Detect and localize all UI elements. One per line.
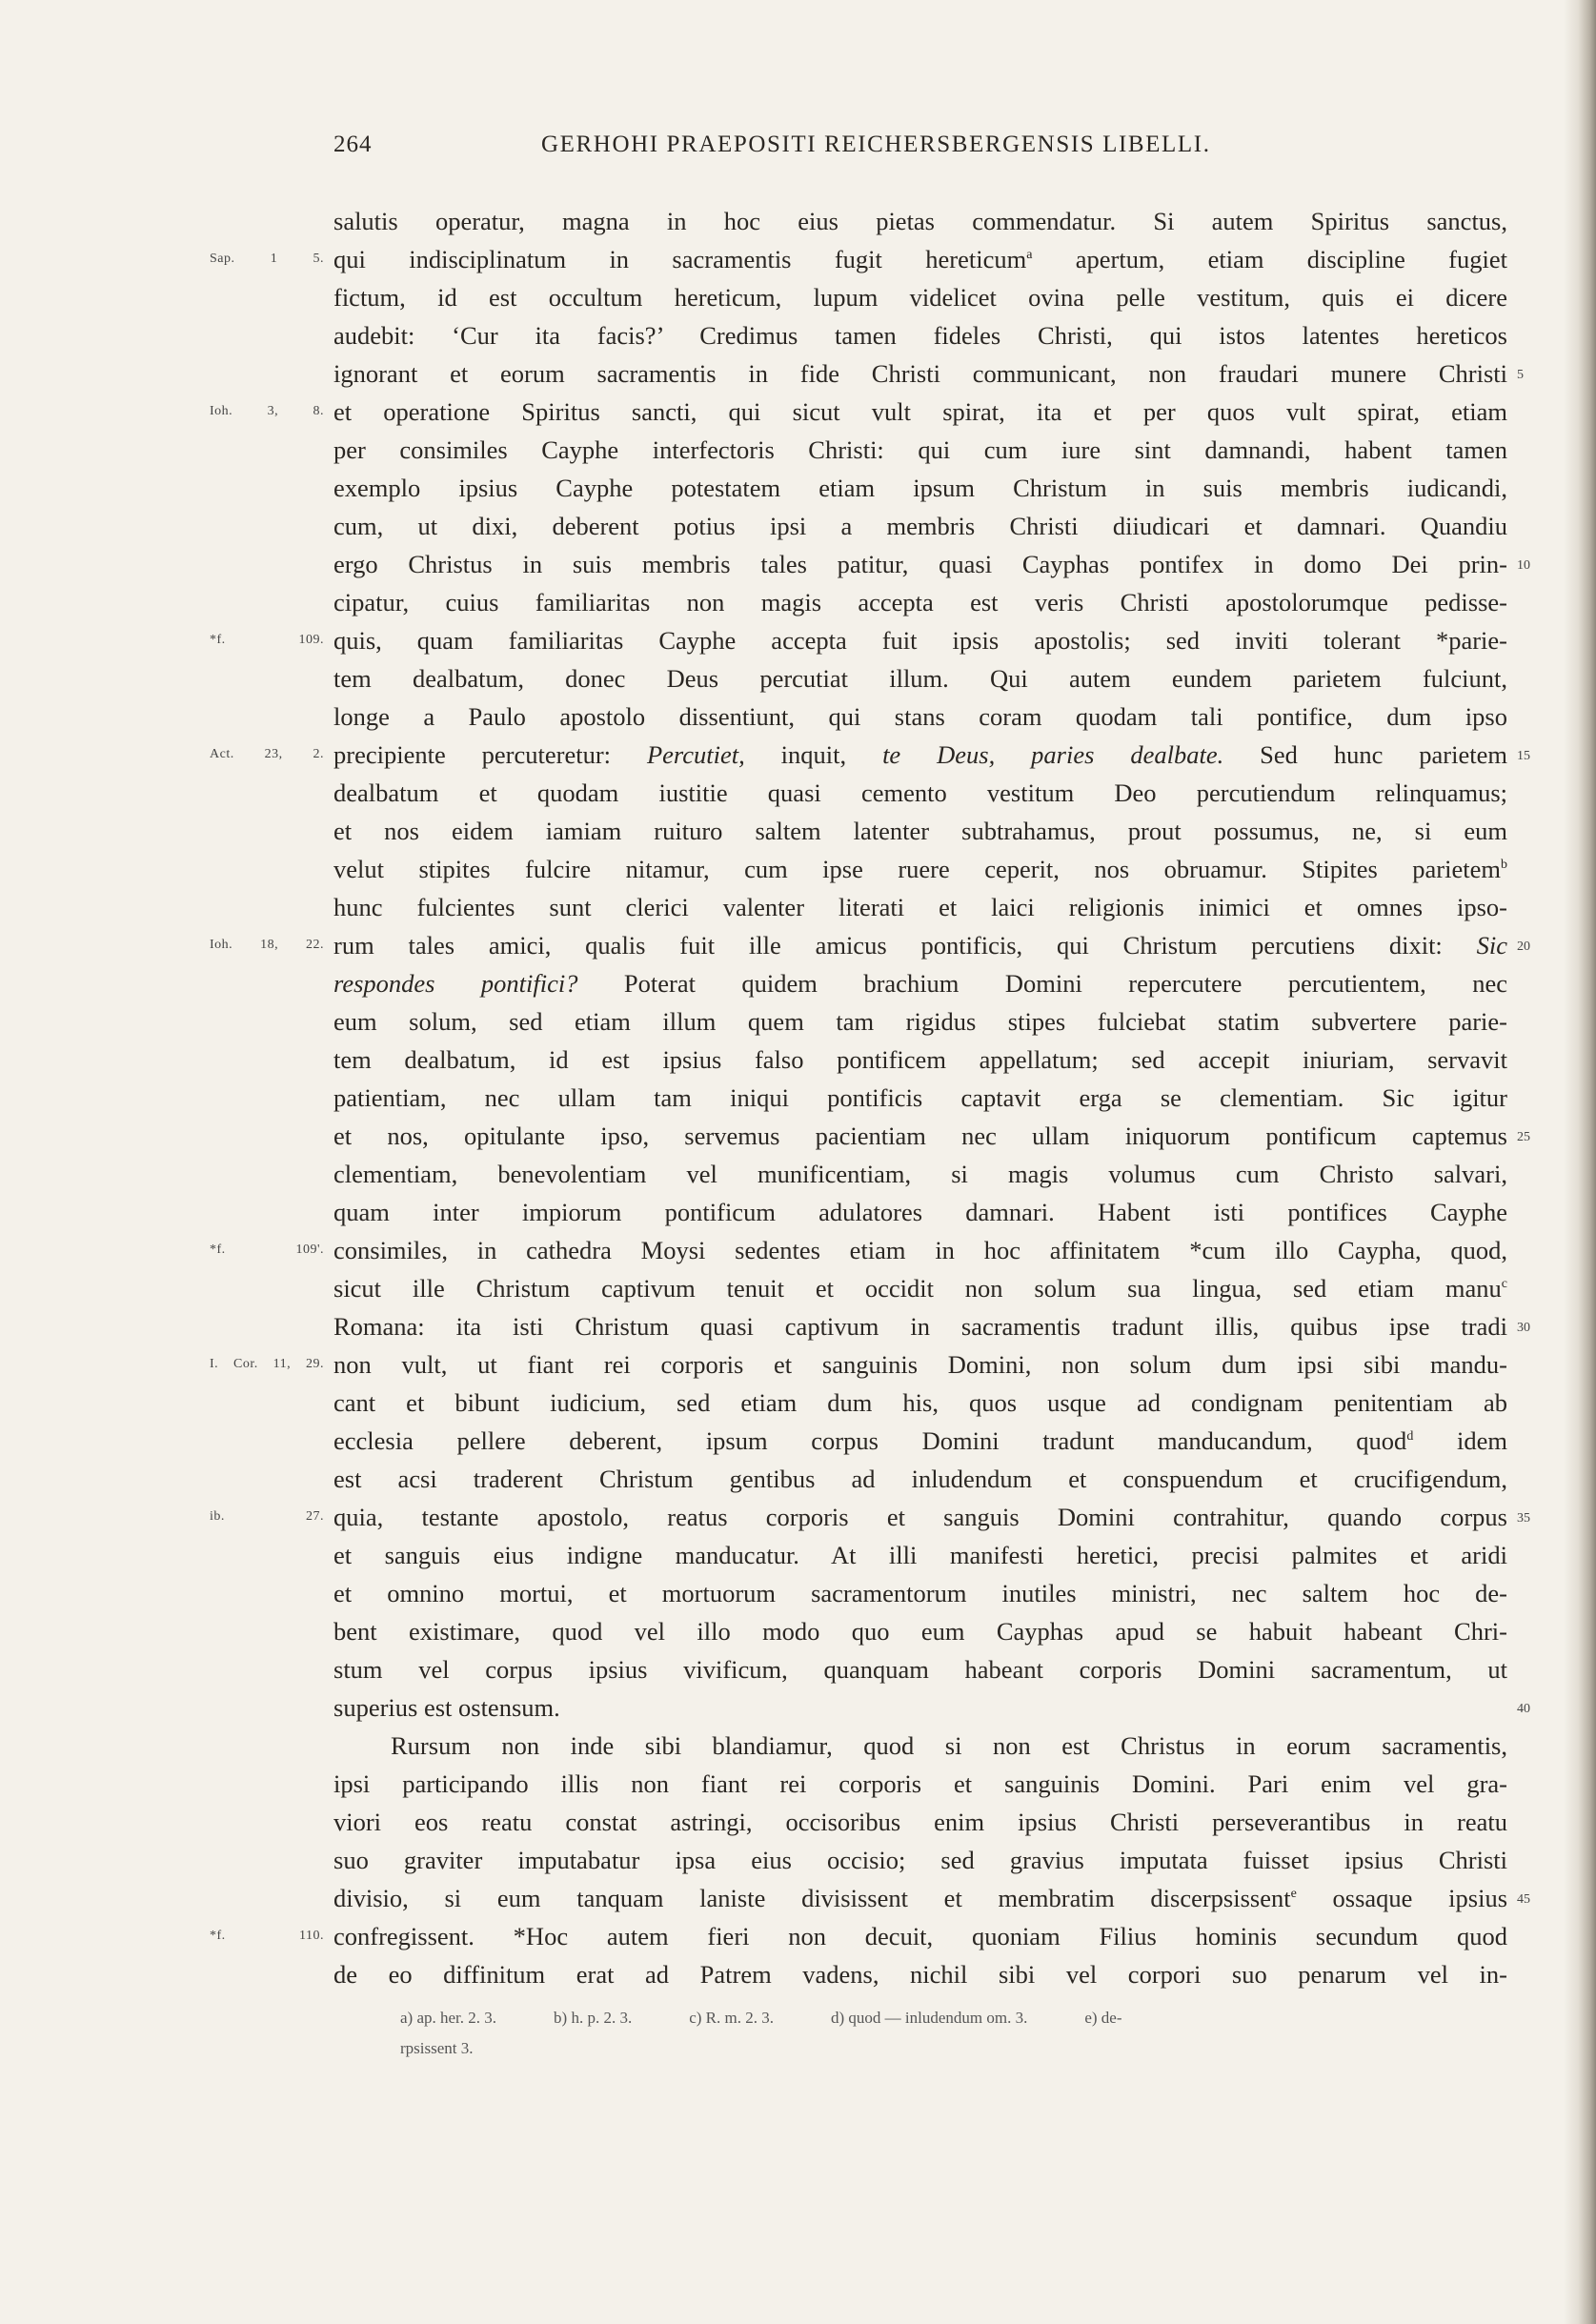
text-span: est acsi traderent Christum gentibus ad inludendum et conspuendum et crucifigendum,	[333, 1465, 1507, 1493]
line-number: 30	[1517, 1321, 1530, 1335]
text-span: et operatione Spiritus sancti, qui sicut vult spirat, ita et per quos vult spirat, etiam	[333, 397, 1507, 426]
text-span: consimiles, in cathedra Moysi sedentes etiam in hoc affinitatem *cum illo Caypha, quod,	[333, 1236, 1507, 1264]
text-span: salutis operatur, magna in hoc eius pietas commendatur. Si autem Spiritus sanctus,	[333, 207, 1507, 235]
text-line	[210, 1231, 1507, 1269]
footnote-line	[400, 2033, 1505, 2064]
line-number: 25	[1517, 1130, 1530, 1144]
line-number: 5	[1517, 368, 1524, 382]
margin-reference: Sap. 1 5.	[210, 252, 324, 266]
text-line	[210, 393, 1507, 431]
text-span: apertum, etiam discipline fugiet	[1032, 245, 1507, 273]
text-span: per consimiles Cayphe interfectoris Christi: qui cum iure sint damnandi, habent tamen	[333, 435, 1507, 464]
text-line	[333, 1612, 1507, 1650]
footnote-marker: b	[1501, 858, 1507, 873]
text-line	[333, 545, 1530, 583]
text-span: tem dealbatum, id est ipsius falso pontificem appellatum; sed accepit iniuriam, servavit	[333, 1045, 1507, 1074]
text-span: et nos eidem iamiam ruituro saltem latenter subtrahamus, prout possumus, ne, si eum	[333, 817, 1507, 845]
text-line	[333, 1650, 1507, 1688]
margin-reference: *f. 110.	[210, 1929, 324, 1943]
line-number: 45	[1517, 1892, 1530, 1907]
main-text	[210, 202, 1530, 1993]
text-line	[333, 1002, 1507, 1041]
footnotes	[400, 2003, 1505, 2064]
page-edge-shadow	[1564, 0, 1596, 2324]
text-span: idem	[1413, 1426, 1507, 1455]
text-line	[333, 202, 1507, 240]
text-line	[333, 1803, 1507, 1841]
text-line	[333, 583, 1507, 621]
text-line	[333, 812, 1507, 850]
text-span: sicut ille Christum captivum tenuit et occidit non solum sua lingua, sed etiam manu	[333, 1274, 1502, 1303]
text-line	[333, 1841, 1507, 1879]
text-span: confregissent. *Hoc autem fieri non decuit, quoniam Filius hominis secundum quod	[333, 1922, 1507, 1950]
text-line	[210, 736, 1530, 774]
text-line	[333, 1536, 1507, 1574]
text-span: quis, quam familiaritas Cayphe accepta fuit ipsis apostolis; sed inviti tolerant *parie-	[333, 626, 1507, 655]
line-number: 10	[1517, 558, 1530, 573]
text-span: ossaque ipsius	[1296, 1884, 1508, 1912]
text-span: quia, testante apostolo, reatus corporis et sanguis Domini contrahitur, quando corpus	[333, 1503, 1507, 1531]
text-span: ergo Christus in suis membris tales patitur, quasi Cayphas pontifex in domo Dei prin-	[333, 550, 1507, 578]
italic-quotation: Percutiet,	[646, 740, 745, 769]
footnote-marker: e	[1290, 1887, 1297, 1902]
text-line	[333, 278, 1507, 316]
text-span: et omnino mortui, et mortuorum sacramentorum inutiles ministri, nec saltem hoc de-	[333, 1579, 1507, 1607]
text-line	[333, 316, 1507, 354]
text-line	[333, 888, 1507, 926]
text-line	[333, 469, 1507, 507]
text-span: fictum, id est occultum hereticum, lupum videlicet ovina pelle vestitum, quis ei dicere	[333, 283, 1507, 312]
text-span: cant et bibunt iudicium, sed etiam dum his, quos usque ad condignam penitentiam ab	[333, 1388, 1507, 1417]
text-span: velut stipites fulcire nitamur, cum ipse ruere ceperit, nos obruamur. Stipites parietem	[333, 855, 1501, 883]
text-line	[333, 964, 1507, 1002]
line-number: 15	[1517, 749, 1530, 763]
text-line	[333, 1574, 1507, 1612]
italic-quotation: respondes pontifici?	[333, 969, 578, 998]
text-span: stum vel corpus ipsius vivificum, quanquam habeant corporis Domini sacramentum, ut	[333, 1655, 1507, 1684]
text-line	[333, 1460, 1507, 1498]
text-line	[333, 1041, 1507, 1079]
page-number: 264	[333, 131, 373, 157]
text-line	[333, 1955, 1507, 1993]
margin-reference: *f. 109.	[210, 633, 324, 647]
text-span: clementiam, benevolentiam vel munificentiam, si magis volumus cum Christo salvari,	[333, 1160, 1507, 1188]
text-line	[333, 354, 1524, 393]
text-line	[333, 1269, 1507, 1307]
margin-reference: *f. 109'.	[210, 1243, 324, 1257]
text-span: patientiam, nec ullam tam iniqui pontificis captavit erga se clementiam. Sic igitur	[333, 1083, 1507, 1112]
text-span: qui indisciplinatum in sacramentis fugit hereticum	[333, 245, 1027, 273]
footnote-marker: d	[1406, 1429, 1414, 1445]
text-span: Sed hunc parietem	[1223, 740, 1507, 769]
text-line	[333, 431, 1507, 469]
footnote: b) h. p. 2. 3.	[554, 2009, 633, 2027]
italic-quotation: te Deus, paries dealbate.	[882, 740, 1224, 769]
footnote: rpsissent 3.	[400, 2039, 474, 2057]
text-span: Poterat quidem brachium Domini repercutere percutientem, nec	[577, 969, 1508, 998]
text-span: ignorant et eorum sacramentis in fide Christi communicant, non fraudari munere Christi	[333, 359, 1507, 388]
text-line	[333, 1079, 1507, 1117]
text-line	[210, 1917, 1507, 1955]
italic-quotation: Sic	[1476, 931, 1507, 960]
text-span: tem dealbatum, donec Deus percutiat illum. Qui autem eundem parietem fulciunt,	[333, 664, 1507, 693]
text-span: ecclesia pellere deberent, ipsum corpus Domini tradunt manducandum, quod	[333, 1426, 1407, 1455]
text-line	[333, 1688, 1530, 1727]
footnote: a) ap. her. 2. 3.	[400, 2009, 497, 2027]
text-line	[210, 1498, 1530, 1536]
text-line	[333, 1307, 1530, 1345]
text-line	[333, 1422, 1507, 1460]
text-line	[333, 774, 1507, 812]
text-span: viori eos reatu constat astringi, occisoribus enim ipsius Christi perseverantibus in reatu	[333, 1808, 1507, 1836]
text-span: hunc fulcientes sunt clerici valenter literati et laici religionis inimici et omnes ipso-	[333, 893, 1507, 921]
text-line	[333, 1193, 1507, 1231]
footnote-marker: a	[1026, 248, 1033, 263]
text-span: et sanguis eius indigne manducatur. At illi manifesti heretici, precisi palmites et aridi	[333, 1541, 1507, 1569]
margin-reference: Ioh. 18, 22.	[210, 938, 324, 952]
text-span: audebit: ‘Cur ita facis?’ Credimus tamen fideles Christi, qui istos latentes hereticos	[333, 321, 1507, 350]
footnote-marker: c	[1501, 1277, 1507, 1292]
margin-reference: ib. 27.	[210, 1509, 324, 1524]
text-span: inquit,	[744, 740, 883, 769]
text-span: bent existimare, quod vel illo modo quo eum Cayphas apud se habuit habeant Chri-	[333, 1617, 1507, 1646]
running-title: GERHOHI PRAEPOSITI REICHERSBERGENSIS LIBELLI.	[541, 131, 1211, 157]
text-span: precipiente percuteretur:	[333, 740, 647, 769]
text-line	[333, 1765, 1507, 1803]
margin-reference: Ioh. 3, 8.	[210, 404, 324, 418]
footnote: d) quod — inludendum om. 3.	[830, 2009, 1028, 2027]
text-line	[210, 1345, 1507, 1384]
text-span: et nos, opitulante ipso, servemus pacientiam nec ullam iniquorum pontificum captemus	[333, 1122, 1507, 1150]
line-number: 35	[1517, 1511, 1530, 1526]
text-line	[333, 659, 1507, 697]
text-line	[333, 507, 1507, 545]
line-number: 40	[1517, 1702, 1530, 1716]
footnote: e) de-	[1084, 2009, 1122, 2027]
margin-reference: Act. 23, 2.	[210, 747, 324, 761]
text-span: suo graviter imputabatur ipsa eius occisio; sed gravius imputata fuisset ipsius Christi	[333, 1846, 1507, 1874]
text-span: cum, ut dixi, deberent potius ipsi a membris Christi diiudicari et damnari. Quandiu	[333, 512, 1507, 540]
text-line	[333, 1117, 1530, 1155]
text-span: longe a Paulo apostolo dissentiunt, qui stans coram quodam tali pontifice, dum ipso	[333, 702, 1507, 731]
text-line	[333, 1879, 1530, 1917]
text-span: divisio, si eum tanquam laniste divisissent et membratim discerpsissent	[333, 1884, 1291, 1912]
text-span: rum tales amici, qualis fuit ille amicus pontificis, qui Christum percutiens dixit:	[333, 931, 1477, 960]
text-line	[333, 1727, 1507, 1765]
text-span: exemplo ipsius Cayphe potestatem etiam ipsum Christum in suis membris iudicandi,	[333, 474, 1507, 502]
text-line	[333, 850, 1507, 888]
text-line	[333, 1384, 1507, 1422]
text-span: de eo diffinitum erat ad Patrem vadens, nichil sibi vel corpori suo penarum vel in-	[333, 1960, 1507, 1989]
text-line	[333, 697, 1507, 736]
text-span: superius est ostensum.	[333, 1693, 560, 1722]
footnote-line	[400, 2003, 1505, 2033]
margin-reference: I. Cor. 11, 29.	[210, 1357, 324, 1371]
text-span: non vult, ut fiant rei corporis et sanguinis Domini, non solum dum ipsi sibi mandu-	[333, 1350, 1507, 1379]
text-span: cipatur, cuius familiaritas non magis accepta est veris Christi apostolorumque pedisse-	[333, 588, 1507, 616]
text-span: Rursum non inde sibi blandiamur, quod si non est Christus in eorum sacramentis,	[391, 1731, 1507, 1760]
text-span: Romana: ita isti Christum quasi captivum in sacramentis tradunt illis, quibus ipse tradi	[333, 1312, 1507, 1341]
text-line	[333, 1155, 1507, 1193]
line-number: 20	[1517, 940, 1530, 954]
text-span: quam inter impiorum pontificum adulatores damnari. Habent isti pontifices Cayphe	[333, 1198, 1507, 1226]
text-line	[210, 621, 1507, 659]
text-line	[210, 240, 1507, 278]
text-span: ipsi participando illis non fiant rei corporis et sanguinis Domini. Pari enim vel gra-	[333, 1769, 1507, 1798]
footnote: c) R. m. 2. 3.	[689, 2009, 774, 2027]
text-span: dealbatum et quodam iustitie quasi cemento vestitum Deo percutiendum relinquamus;	[333, 778, 1507, 807]
text-span: eum solum, sed etiam illum quem tam rigidus stipes fulciebat statim subvertere parie-	[333, 1007, 1507, 1036]
text-line	[210, 926, 1530, 964]
